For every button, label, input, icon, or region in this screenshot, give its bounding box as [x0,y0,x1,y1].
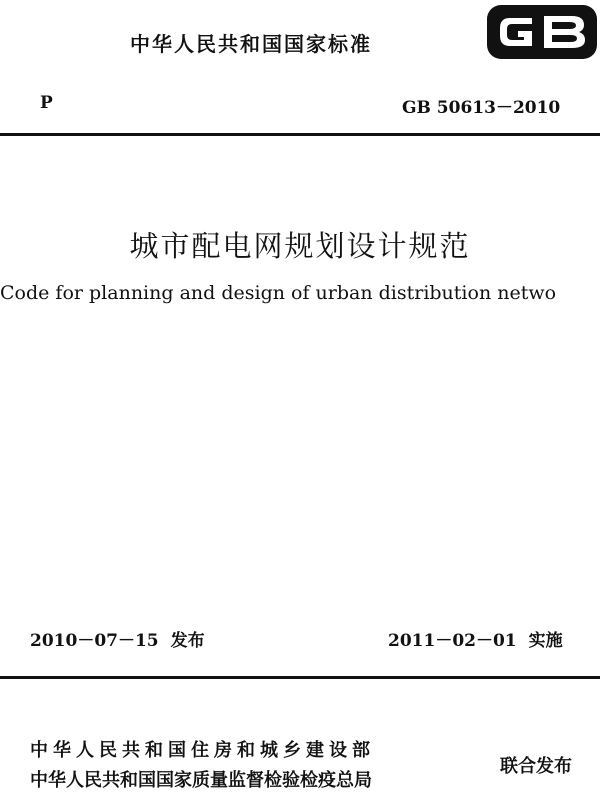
classification-code: P [40,93,53,113]
footer-divider [0,676,600,679]
issuer-ministry: 中华人民共和国住房和城乡建设部 [30,740,375,761]
issue-date-block [30,626,205,651]
issue-date: 2010－07－15 [30,631,159,651]
header-divider [0,133,600,136]
standard-number: GB 50613－2010 [402,98,561,118]
implement-label: 实施 [528,631,563,651]
title-english: Code for planning and design of urban distribution netwo [0,282,557,304]
issue-label: 发布 [170,631,205,651]
title-chinese: 城市配电网规划设计规范 [129,229,471,263]
standard-category: 中华人民共和国国家标准 [130,32,372,56]
gb-logo [486,4,598,60]
implement-date: 2011－02－01 [388,631,517,651]
issuer-aqsiq: 中华人民共和国国家质量监督检验检疫总局 [30,770,372,791]
implement-date-block [388,626,563,651]
joint-release-label: 联合发布 [500,756,572,777]
